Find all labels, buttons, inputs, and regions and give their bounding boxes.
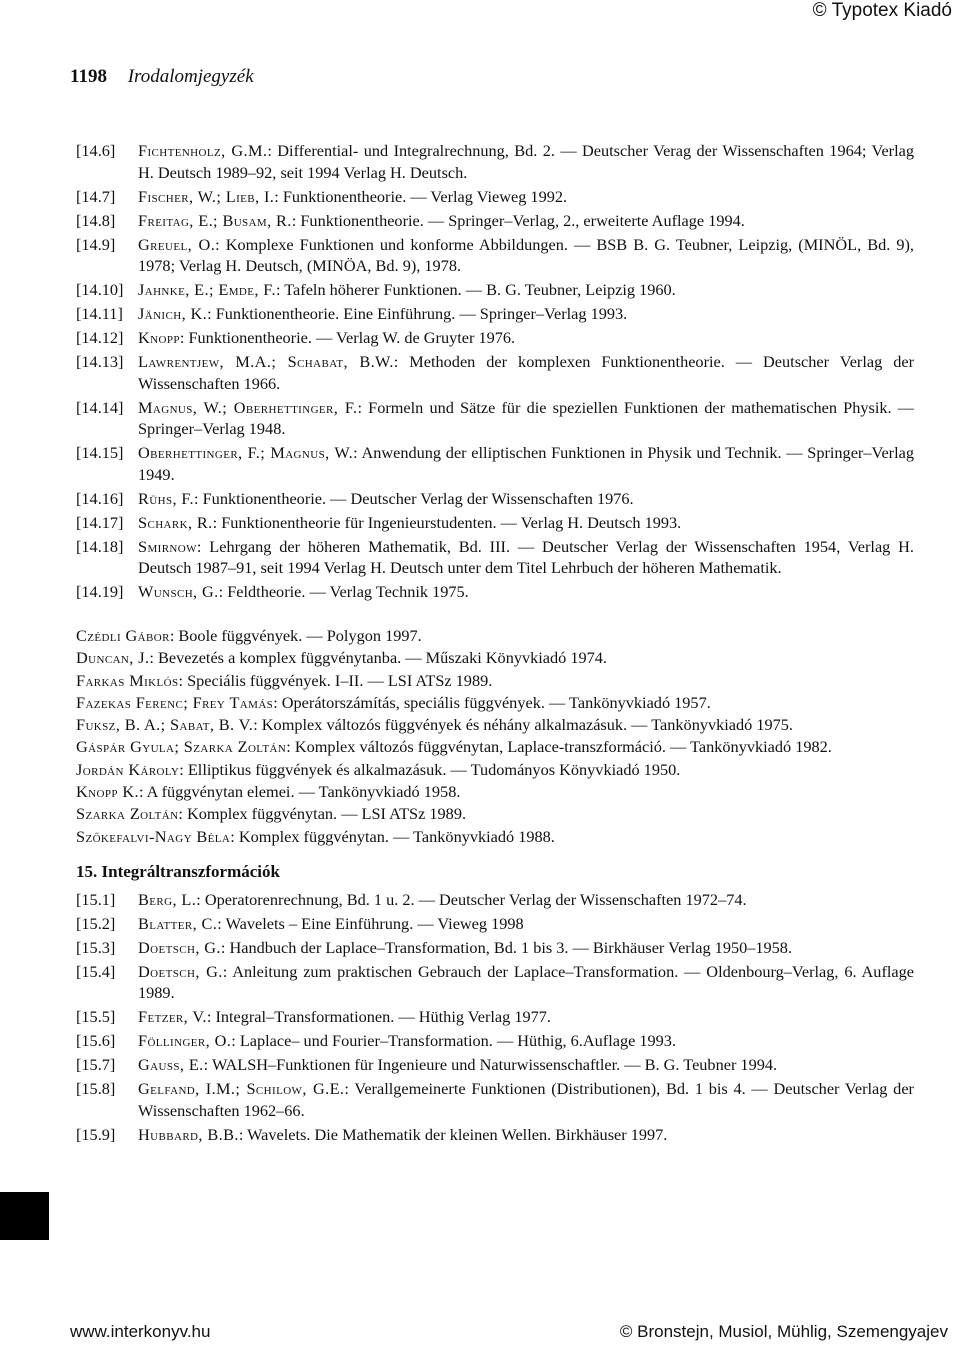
reference-text: : Laplace– und Fourier–Transformation. — Hüthig, 6.Auflage 1993. xyxy=(231,1031,677,1051)
footer-website: www.interkonyv.hu xyxy=(70,1322,211,1341)
reference-entry xyxy=(76,736,914,758)
reference-number: [14.7] xyxy=(76,186,116,206)
reference-text: : Komplex változós függvények és néhány alkalmazásuk. — Tankönyvkiadó 1975. xyxy=(253,715,793,735)
reference-entry xyxy=(76,327,914,349)
reference-text: : Komplex függvénytan. — LSI ATSz 1989. xyxy=(178,804,467,824)
reference-text: : Wavelets. Die Mathematik der kleinen Wellen. Birkhäuser 1997. xyxy=(238,1124,668,1144)
reference-number: [15.4] xyxy=(76,961,116,981)
reference-entry xyxy=(76,961,914,1004)
reference-author: Doetsch, G. xyxy=(138,961,223,981)
reference-author: Rühs, F. xyxy=(138,488,195,508)
reference-author: Föllinger, O. xyxy=(138,1031,232,1051)
reference-entry xyxy=(76,397,914,440)
reference-entry xyxy=(76,351,914,394)
reference-entry xyxy=(76,442,914,485)
reference-text: : Bevezetés a komplex függvénytanba. — Műszaki Könyvkiadó 1974. xyxy=(149,648,607,668)
reference-author: Farkas Miklós xyxy=(76,670,179,690)
reference-text: : Anwendung der elliptischen Funktionen in Physik und Technik. — Springer–Verlag 1949. xyxy=(138,443,914,484)
reference-text: : Methoden der komplexen Funktionentheorie. — Deutscher Verlag der Wissenschaften 1966. xyxy=(138,352,914,393)
reference-text: : Differential- und Integralrechnung, Bd. 2. — Deutscher Verag der Wissenschaften 1964; Verlag H. Deutsch 1989–92, seit 1994 Verlag H. Deutsch. xyxy=(138,141,914,182)
reference-entry xyxy=(76,826,914,848)
reference-number: [14.10] xyxy=(76,280,124,299)
reference-number: [14.15] xyxy=(76,443,124,462)
reference-text: : Operátorszámítás, speciális függvények. — Tankönyvkiadó 1957. xyxy=(273,692,711,712)
reference-text: : WALSH–Funktionen für Ingenieure und Naturwissenschaftler. — B. G. Teubner 1994. xyxy=(203,1055,778,1075)
footer-copyright: © Bronstejn, Musiol, Mühlig, Szemengyajev xyxy=(619,1322,948,1341)
reference-text: : Handbuch der Laplace–Transformation, Bd. 1 bis 3. — Birkhäuser Verlag 1950–1958. xyxy=(220,937,793,957)
reference-text: : Speciális függvények. I–II. — LSI ATSz 1989. xyxy=(178,670,493,690)
hungarian-reference-list xyxy=(76,625,914,847)
reference-text: : Funktionentheorie. — Verlag W. de Gruyter 1976. xyxy=(179,328,516,347)
reference-author: Fazekas Ferenc; Frey Tamás xyxy=(76,692,274,712)
reference-entry xyxy=(76,759,914,781)
reference-entry xyxy=(76,913,914,935)
reference-entry xyxy=(76,279,914,301)
reference-author: Greuel, O. xyxy=(138,234,216,254)
reference-entry xyxy=(76,1054,914,1076)
reference-author: Lawrentjew, M.A.; Schabat, B.W. xyxy=(138,352,394,371)
reference-entry xyxy=(76,303,914,325)
section-heading: 15. Integráltranszformációk xyxy=(76,862,280,882)
reference-entry xyxy=(76,1030,914,1052)
reference-number: [14.18] xyxy=(76,536,124,556)
reference-text: : Funktionentheorie. — Verlag Vieweg 1992. xyxy=(274,186,568,206)
reference-author: Szarka Zoltán xyxy=(76,804,179,824)
reference-entry xyxy=(76,140,914,183)
reference-author: Gelfand, I.M.; Schilow, G.E. xyxy=(138,1079,345,1099)
reference-text: : A függvénytan elemei. — Tankönyvkiadó 1958. xyxy=(138,782,461,802)
reference-number: [14.17] xyxy=(76,512,124,532)
reference-entry xyxy=(76,1006,914,1028)
reference-number: [15.3] xyxy=(76,937,116,957)
reference-author: Fichtenholz, G.M. xyxy=(138,141,268,160)
reference-entry xyxy=(76,889,914,911)
reference-text: : Integral–Transformationen. — Hüthig Verlag 1977. xyxy=(206,1007,551,1027)
reference-number: [14.19] xyxy=(76,582,124,601)
reference-text: : Boole függvények. — Polygon 1997. xyxy=(169,626,422,645)
reference-text: : Elliptikus függvények és alkalmazásuk. — Tudományos Könyvkiadó 1950. xyxy=(179,759,681,779)
reference-entry xyxy=(76,670,914,692)
reference-entry xyxy=(76,512,914,534)
reference-entry xyxy=(76,937,914,959)
reference-author: Oberhettinger, F.; Magnus, W. xyxy=(138,443,354,462)
reference-entry xyxy=(76,647,914,669)
reference-number: [14.8] xyxy=(76,210,116,230)
reference-author: Berg, L. xyxy=(138,889,197,909)
reference-author: Schark, R. xyxy=(138,512,213,532)
reference-text: : Operatorenrechnung, Bd. 1 u. 2. — Deutscher Verlag der Wissenschaften 1972–74. xyxy=(196,889,747,909)
reference-author: Szőkefalvi-Nagy Béla xyxy=(76,826,231,846)
reference-text: : Komplexe Funktionen und konforme Abbildungen. — BSB B. G. Teubner, Leipzig, (MINÖL, Bd. 9), 1978; Verlag H. Deutsch, (MINÖA, Bd. 9), 1978. xyxy=(138,234,914,275)
reference-author: Wunsch, G. xyxy=(138,582,219,601)
reference-entry xyxy=(76,1078,914,1121)
running-title: Irodalomjegyzék xyxy=(127,66,254,87)
reference-author: Fetzer, V. xyxy=(138,1007,207,1027)
reference-entry xyxy=(76,536,914,579)
reference-text: : Verallgemeinerte Funktionen (Distributionen), Bd. 1 bis 4. — Deutscher Verlag der Wissenschaften 1962–66. xyxy=(138,1079,914,1120)
reference-number: [14.14] xyxy=(76,397,124,417)
reference-number: [15.7] xyxy=(76,1055,116,1075)
reference-number: [15.1] xyxy=(76,889,116,909)
reference-author: Fischer, W.; Lieb, I. xyxy=(138,186,275,206)
reference-text: : Tafeln höherer Funktionen. — B. G. Teubner, Leipzig 1960. xyxy=(275,280,676,299)
reference-number: [15.9] xyxy=(76,1124,116,1144)
reference-entry xyxy=(76,781,914,803)
reference-text: : Funktionentheorie für Ingenieurstudenten. — Verlag H. Deutsch 1993. xyxy=(212,512,682,532)
reference-text: : Funktionentheorie. Eine Einführung. — Springer–Verlag 1993. xyxy=(207,304,628,323)
reference-author: Hubbard, B.B. xyxy=(138,1124,239,1144)
reference-text: : Komplex változós függvénytan, Laplace-transzformáció. — Tankönyvkiadó 1982. xyxy=(286,737,832,757)
reference-text: : Feldtheorie. — Verlag Technik 1975. xyxy=(218,582,469,601)
reference-number: [14.13] xyxy=(76,352,124,371)
reference-author: Fuksz, B. A.; Sabat, B. V. xyxy=(76,715,254,735)
reference-entry xyxy=(76,210,914,232)
reference-text: : Funktionentheorie. — Deutscher Verlag der Wissenschaften 1976. xyxy=(194,488,634,508)
reference-number: [14.9] xyxy=(76,234,116,254)
reference-number: [15.8] xyxy=(76,1079,116,1099)
reference-author: Czédli Gábor xyxy=(76,626,170,645)
reference-number: [14.16] xyxy=(76,488,124,508)
reference-author: Knopp K. xyxy=(76,782,139,802)
reference-number: [15.6] xyxy=(76,1031,116,1051)
reference-entry xyxy=(76,803,914,825)
reference-author: Gáspár Gyula; Szarka Zoltán xyxy=(76,737,287,757)
reference-entry xyxy=(76,1124,914,1146)
reference-text: : Funktionentheorie. — Springer–Verlag, 2., erweiterte Auflage 1994. xyxy=(291,210,745,230)
reference-author: Freitag, E.; Busam, R. xyxy=(138,210,292,230)
reference-text: : Komplex függvénytan. — Tankönyvkiadó 1988. xyxy=(230,826,555,846)
reference-text: : Formeln und Sätze für die speziellen Funktionen der mathematischen Physik. — Springer–Verlag 1948. xyxy=(138,397,914,438)
reference-entry xyxy=(76,488,914,510)
reference-author: Duncan, J. xyxy=(76,648,150,668)
reference-author: Jahnke, E.; Emde, F. xyxy=(138,280,276,299)
reference-text: : Anleitung zum praktischen Gebrauch der Laplace–Transformation. — Oldenbourg–Verlag, 6. Auflage 1989. xyxy=(138,961,914,1003)
reference-entry xyxy=(76,186,914,208)
reference-list-14 xyxy=(76,140,914,603)
bibliography-content xyxy=(76,140,914,1148)
reference-author: Magnus, W.; Oberhettinger, F. xyxy=(138,397,358,417)
reference-author: Smirnow xyxy=(138,536,197,556)
page-header xyxy=(70,66,254,88)
reference-entry xyxy=(76,714,914,736)
reference-entry xyxy=(76,692,914,714)
reference-number: [14.6] xyxy=(76,141,116,160)
reference-list-15 xyxy=(76,889,914,1146)
reference-text: : Wavelets – Eine Einführung. — Vieweg 1998 xyxy=(217,913,524,933)
reference-author: Blatter, C. xyxy=(138,913,218,933)
reference-number: [15.5] xyxy=(76,1007,116,1027)
reference-text: : Lehrgang der höheren Mathematik, Bd. III. — Deutscher Verlag der Wissenschaften 1954, Verlag H. Deutsch 1987–91, seit 1994 Verlag H. Deutsch unter dem Titel Lehrbuch der höheren Mathematik. xyxy=(138,536,914,577)
reference-author: Gauss, E. xyxy=(138,1055,204,1075)
reference-author: Knopp xyxy=(138,328,180,347)
reference-author: Jänich, K. xyxy=(138,304,208,323)
reference-number: [14.12] xyxy=(76,328,124,347)
reference-number: [15.2] xyxy=(76,913,116,933)
reference-author: Doetsch, G. xyxy=(138,937,221,957)
reference-entry xyxy=(76,581,914,603)
reference-entry xyxy=(76,234,914,277)
reference-author: Jordán Károly xyxy=(76,759,180,779)
reference-entry xyxy=(76,625,914,647)
publisher-copyright: © Typotex Kiadó xyxy=(812,0,952,21)
reference-number: [14.11] xyxy=(76,304,123,323)
thumb-index-mark xyxy=(0,1192,49,1240)
page-number: 1198 xyxy=(70,66,107,87)
